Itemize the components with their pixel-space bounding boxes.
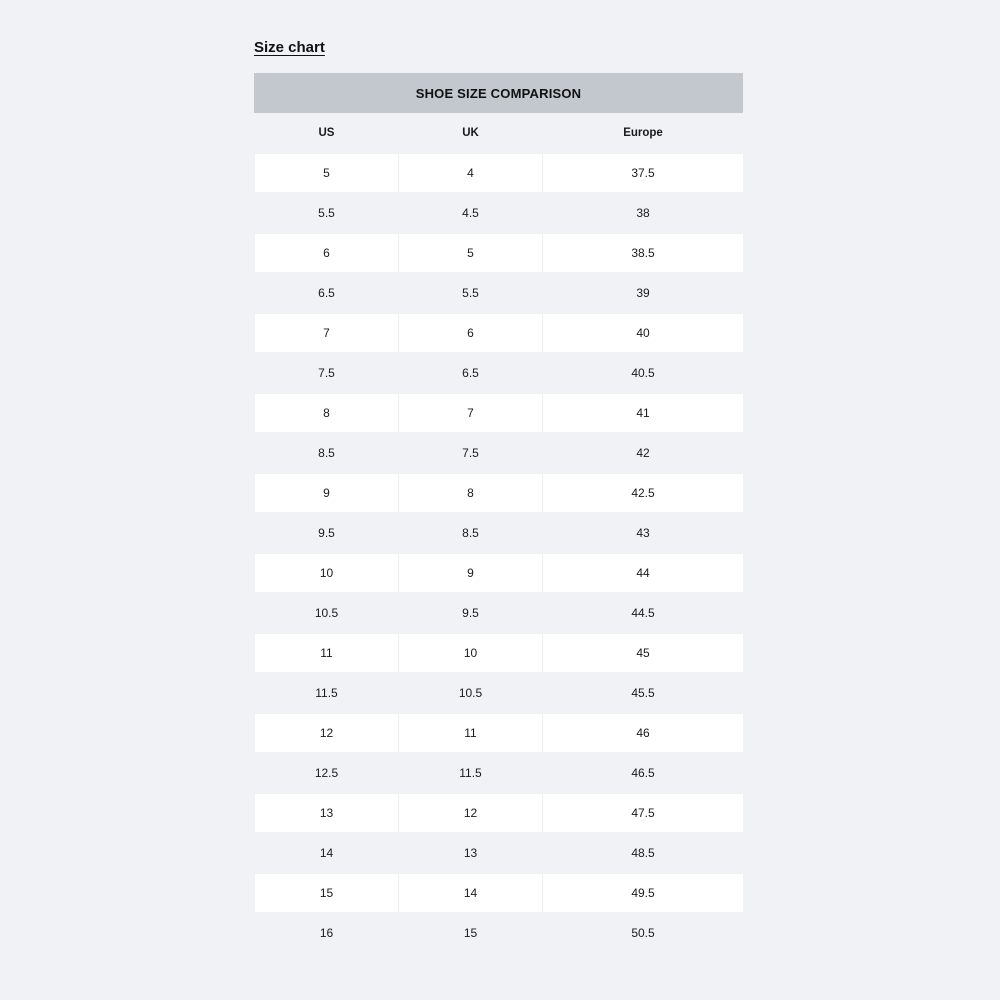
cell-us: 7: [255, 313, 399, 353]
cell-us: 9.5: [255, 513, 399, 553]
cell-us: 11: [255, 633, 399, 673]
table-body: [255, 153, 744, 953]
table-row: [255, 193, 744, 233]
cell-us: 15: [255, 873, 399, 913]
cell-uk: 11: [399, 713, 543, 753]
size-chart-link[interactable]: Size chart: [254, 39, 325, 56]
cell-uk: 5: [399, 233, 543, 273]
cell-europe: 40.5: [543, 353, 744, 393]
table-row: [255, 873, 744, 913]
cell-europe: 48.5: [543, 833, 744, 873]
cell-europe: 42.5: [543, 473, 744, 513]
table-row: [255, 153, 744, 193]
cell-us: 12: [255, 713, 399, 753]
cell-uk: 15: [399, 913, 543, 953]
table-row: [255, 633, 744, 673]
cell-europe: 49.5: [543, 873, 744, 913]
cell-us: 11.5: [255, 673, 399, 713]
table-row: [255, 833, 744, 873]
cell-uk: 12: [399, 793, 543, 833]
cell-uk: 10.5: [399, 673, 543, 713]
cell-europe: 37.5: [543, 153, 744, 193]
table-row: [255, 913, 744, 953]
cell-uk: 4: [399, 153, 543, 193]
header-europe: Europe: [623, 127, 663, 139]
cell-europe: 46: [543, 713, 744, 753]
cell-europe: 39: [543, 273, 744, 313]
table-row: [255, 793, 744, 833]
cell-uk: 6: [399, 313, 543, 353]
table-row: [255, 593, 744, 633]
cell-uk: 11.5: [399, 753, 543, 793]
cell-us: 13: [255, 793, 399, 833]
table-row: [255, 233, 744, 273]
header-row: [255, 113, 744, 153]
cell-europe: 38: [543, 193, 744, 233]
table-row: [255, 433, 744, 473]
cell-europe: 43: [543, 513, 744, 553]
cell-us: 8.5: [255, 433, 399, 473]
cell-europe: 44: [543, 553, 744, 593]
cell-uk: 13: [399, 833, 543, 873]
table-row: [255, 553, 744, 593]
cell-us: 14: [255, 833, 399, 873]
table-title: SHOE SIZE COMPARISON: [254, 73, 743, 113]
table-row: [255, 273, 744, 313]
cell-uk: 6.5: [399, 353, 543, 393]
table-row: [255, 473, 744, 513]
cell-uk: 10: [399, 633, 543, 673]
cell-us: 6: [255, 233, 399, 273]
cell-uk: 7.5: [399, 433, 543, 473]
cell-us: 12.5: [255, 753, 399, 793]
cell-europe: 38.5: [543, 233, 744, 273]
cell-us: 10: [255, 553, 399, 593]
size-comparison-table-container: [254, 73, 743, 953]
cell-uk: 8.5: [399, 513, 543, 553]
cell-us: 8: [255, 393, 399, 433]
table-row: [255, 753, 744, 793]
table-row: [255, 713, 744, 753]
cell-uk: 5.5: [399, 273, 543, 313]
header-us: US: [318, 127, 335, 139]
cell-us: 5.5: [255, 193, 399, 233]
cell-us: 6.5: [255, 273, 399, 313]
cell-europe: 45: [543, 633, 744, 673]
cell-us: 5: [255, 153, 399, 193]
size-comparison-table: [254, 113, 744, 953]
table-row: [255, 673, 744, 713]
cell-uk: 8: [399, 473, 543, 513]
cell-us: 10.5: [255, 593, 399, 633]
table-row: [255, 393, 744, 433]
cell-us: 7.5: [255, 353, 399, 393]
header-uk: UK: [462, 127, 479, 139]
cell-us: 16: [255, 913, 399, 953]
cell-europe: 44.5: [543, 593, 744, 633]
cell-europe: 41: [543, 393, 744, 433]
cell-europe: 45.5: [543, 673, 744, 713]
cell-uk: 14: [399, 873, 543, 913]
cell-europe: 42: [543, 433, 744, 473]
cell-uk: 9: [399, 553, 543, 593]
table-row: [255, 353, 744, 393]
cell-europe: 47.5: [543, 793, 744, 833]
cell-uk: 4.5: [399, 193, 543, 233]
table-row: [255, 513, 744, 553]
cell-europe: 50.5: [543, 913, 744, 953]
table-row: [255, 313, 744, 353]
cell-us: 9: [255, 473, 399, 513]
cell-uk: 9.5: [399, 593, 543, 633]
cell-uk: 7: [399, 393, 543, 433]
cell-europe: 40: [543, 313, 744, 353]
cell-europe: 46.5: [543, 753, 744, 793]
